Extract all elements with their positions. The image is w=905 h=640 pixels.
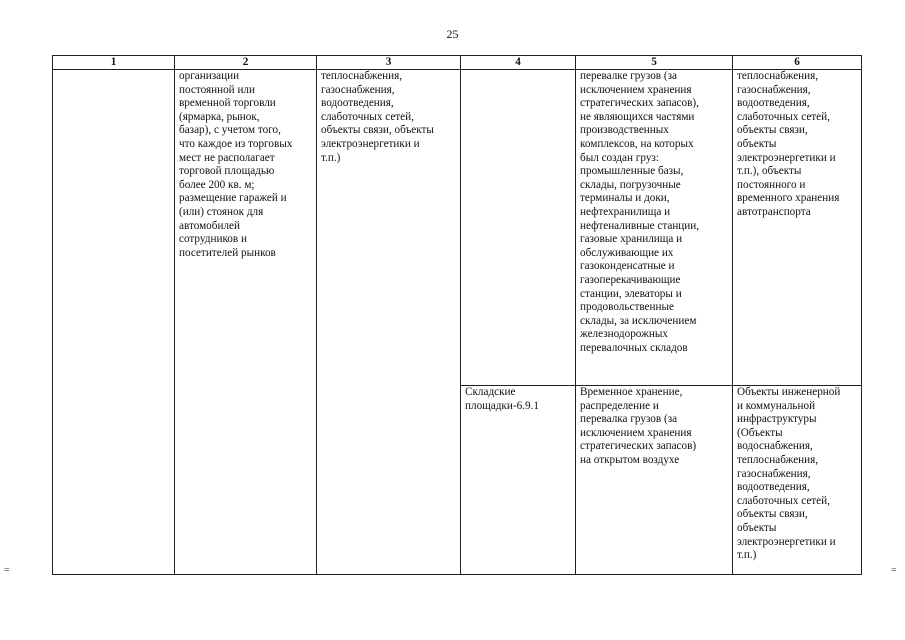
- header-cell-1: 1: [53, 56, 175, 70]
- header-cell-4: 4: [461, 56, 576, 70]
- left-margin-mark: =: [4, 565, 10, 576]
- cell-col4: [461, 70, 576, 386]
- cell-auxiliary-objects: теплоснабжения, газоснабжения, водоотведения, слаботочных сетей, объекты связи, объекты электроэнергетики и т.п.), объекты постоянного и временного хранения автотранспорта: [733, 70, 862, 386]
- header-row: [53, 56, 862, 70]
- header-cell-3: 3: [317, 56, 461, 70]
- cell-use-code: Складские площадки-6.9.1: [461, 386, 576, 575]
- header-cell-5: 5: [576, 56, 733, 70]
- page-number: 25: [446, 27, 459, 41]
- cell-permitted-use: организации постоянной или временной торговли (ярмарка, рынок, базар), с учетом того, что каждое из торговых мест не располагает торговой площадью более 200 кв. м; размещение гаражей и (или) стоянок для автомобилей сотрудников и посетителей рынков: [175, 70, 317, 575]
- cell-auxiliary-objects: Объекты инженерной и коммунальной инфраструктуры (Объекты водоснабжения, теплоснабжения, газоснабжения, водоотведения, слаботочных сетей, объекты связи, объекты электроэнергетики и т.п.): [733, 386, 862, 575]
- cell-description: перевалке грузов (за исключением хранения стратегических запасов), не являющихся частями производственных комплексов, на которых был создан груз: промышленные базы, склады, погрузочные терминалы и доки, нефтехранилища и нефтеналивные станции, газовые хранилища и обслуживающие их газоконденсатные и газоперекачивающие станции, элеваторы и продовольственные склады, за исключением железнодорожных перевалочных складов: [576, 70, 733, 386]
- header-cell-6: 6: [733, 56, 862, 70]
- land-use-table: [52, 55, 862, 575]
- right-margin-mark: =: [891, 565, 897, 576]
- cell-auxiliary-use: теплоснабжения, газоснабжения, водоотведения, слаботочных сетей, объекты связи, объекты электроэнергетики и т.п.): [317, 70, 461, 575]
- cell-col1: [53, 70, 175, 575]
- cell-description: Временное хранение, распределение и перевалка грузов (за исключением хранения стратегических запасов) на открытом воздухе: [576, 386, 733, 575]
- header-cell-2: 2: [175, 56, 317, 70]
- table-row: [53, 70, 862, 386]
